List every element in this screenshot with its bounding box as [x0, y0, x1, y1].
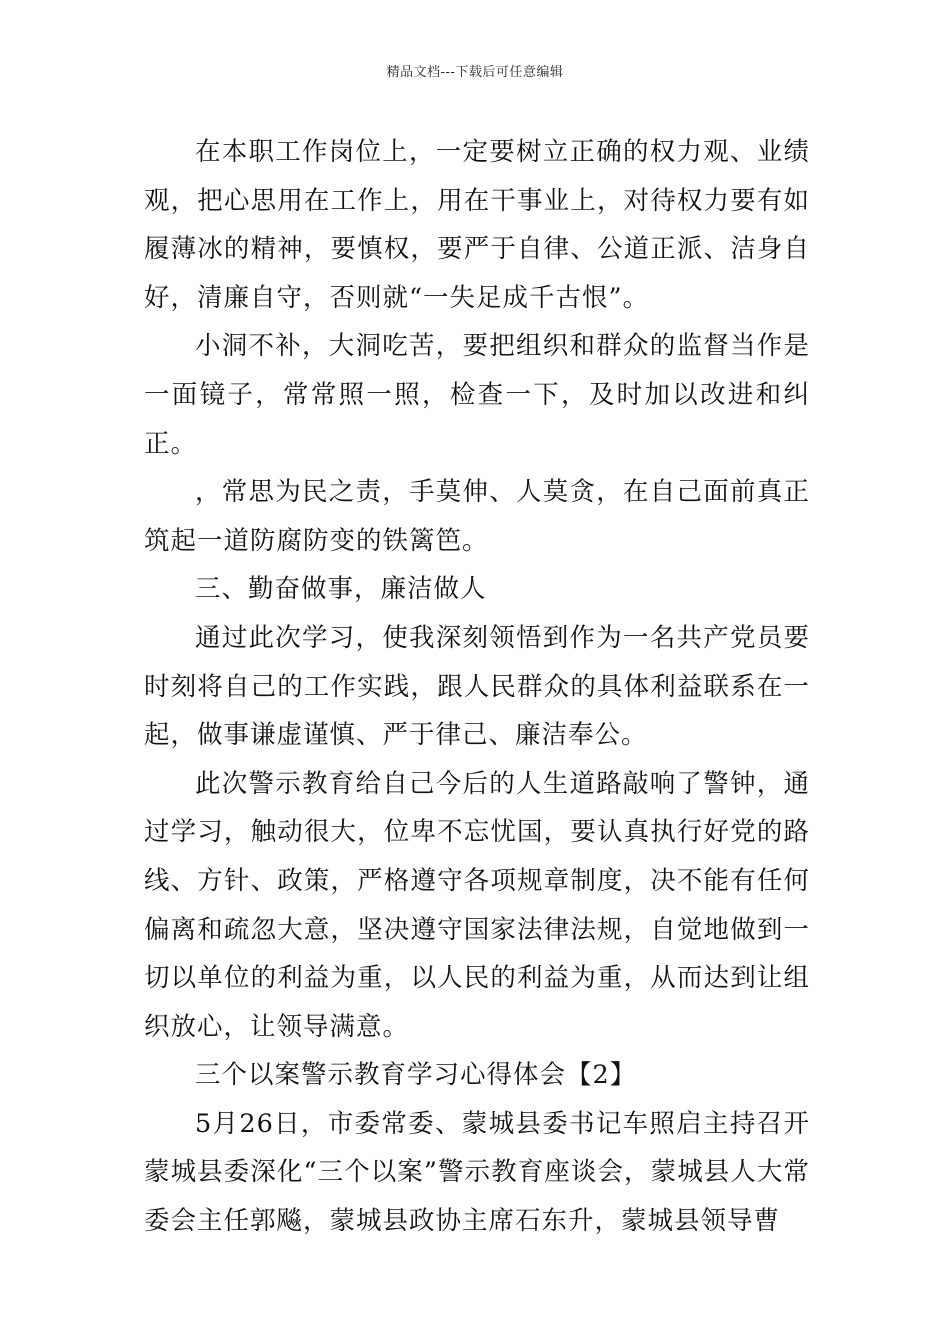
paragraph-8: 5月26日，市委常委、蒙城县委书记车照启主持召开蒙城县委深化“三个以案”警示教育座谈会，蒙城县人大常委会主任郭飚，蒙城县政协主席石东升，蒙城县领导曹 — [144, 1108, 810, 1237]
paragraph-5: 通过此次学习，使我深刻领悟到作为一名共产党员要时刻将自己的工作实践，跟人民群众的具体利益联系在一起，做事谦虚谨慎、严于律己、廉洁奉公。 — [144, 622, 810, 751]
article-title-2: 三个以案警示教育学习心得体会【2】 — [195, 1060, 637, 1091]
section-heading-3: 三、勤奋做事，廉洁做人 — [195, 574, 487, 605]
paragraph-2: 小洞不补，大洞吃苦，要把组织和群众的监督当作是一面镜子，常常照一照，检查一下，及时加以改进和纠正。 — [144, 331, 810, 459]
paragraph-3: ，常思为民之责，手莫伸、人莫贪，在自己面前真正筑起一道防腐防变的铁篱笆。 — [144, 477, 810, 556]
paragraph-1: 在本职工作岗位上，一定要树立正确的权力观、业绩观，把心思用在工作上，用在干事业上，对待权力要有如履薄冰的精神，要慎权，要严于自律、公道正派、洁身自好，清廉自守，否则就“一失足成千古恨”。 — [144, 137, 810, 313]
paragraph-6: 此次警示教育给自己今后的人生道路敲响了警钟，通过学习，触动很大，位卑不忘忧国，要认真执行好党的路线、方针、政策，严格遵守各项规章制度，决不能有任何偏离和疏忽大意，坚决遵守国家法律法规，自觉地做到一切以单位的利益为重，以人民的利益为重，从而达到让组织放心，让领导满意。 — [144, 768, 810, 1042]
document-body — [144, 128, 810, 1246]
page-header: 精品文档---下载后可任意编辑 — [386, 65, 564, 80]
